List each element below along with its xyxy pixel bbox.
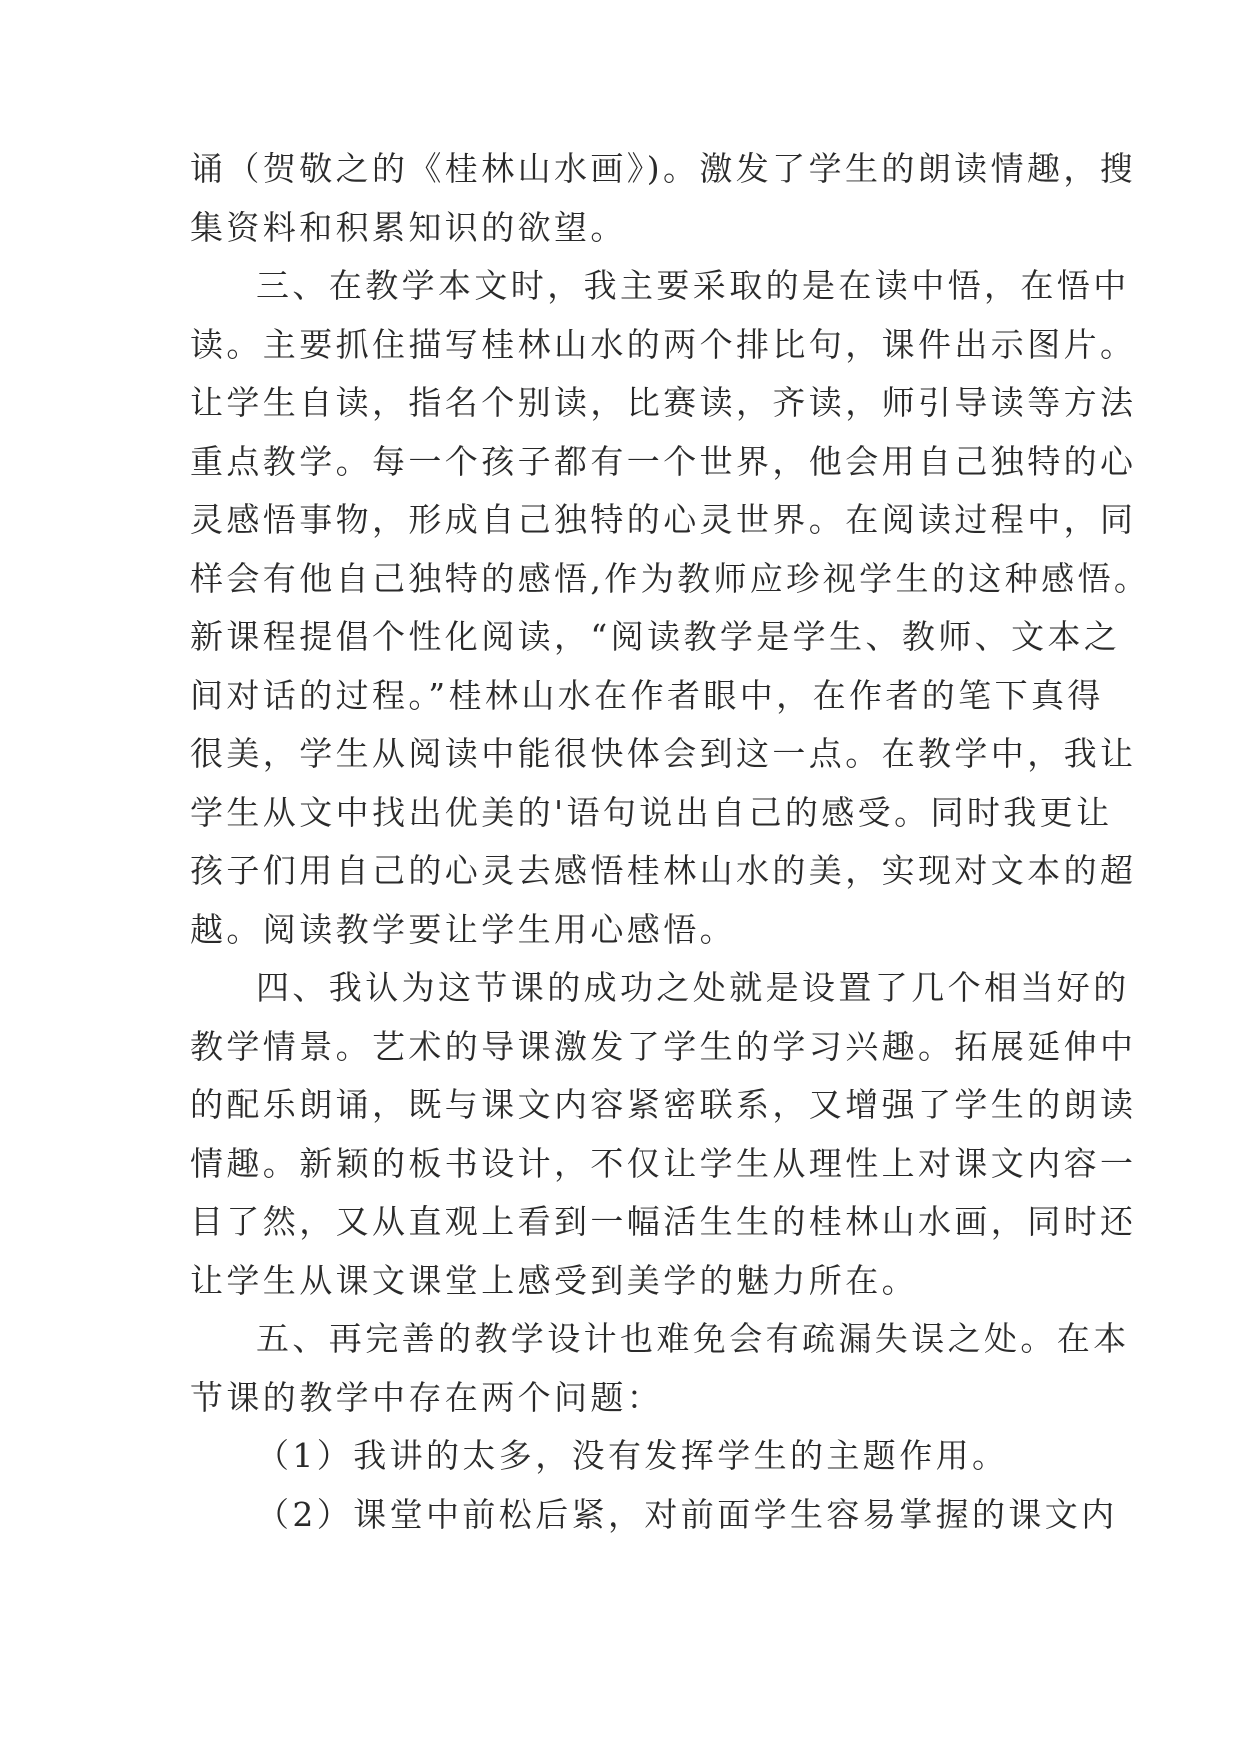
paragraph-start-line: 五、再完善的教学设计也难免会有疏漏失误之处。在本 xyxy=(256,1319,1130,1358)
text-line: 孩子们用自己的心灵去感悟桂林山水的美，实现对文本的超 xyxy=(190,851,1137,890)
text-line: 样会有他自己独特的感悟,作为教师应珍视学生的这种感悟。 xyxy=(190,558,1151,598)
text-line: 的配乐朗诵，既与课文内容紧密联系，又增强了学生的朗读 xyxy=(190,1085,1137,1124)
document-body xyxy=(190,140,1151,1544)
text-line: 重点教学。每一个孩子都有一个世界，他会用自己独特的心 xyxy=(190,441,1137,481)
text-line: 让学生自读，指名个别读，比赛读，齐读，师引导读等方法 xyxy=(190,383,1137,422)
text-line: 间对话的过程。”桂林山水在作者眼中，在作者的笔下真得 xyxy=(190,675,1104,715)
text-line: 学生从文中找出优美的'语句说出自己的感受。同时我更让 xyxy=(190,792,1113,832)
text-line: 越。阅读教学要让学生用心感悟。 xyxy=(190,909,736,949)
text-line: 教学情景。艺术的导课激发了学生的学习兴趣。拓展延伸中 xyxy=(190,1026,1137,1066)
list-item-line: （2）课堂中前松后紧，对前面学生容易掌握的课文内 xyxy=(256,1494,1118,1534)
text-line: 集资料和积累知识的欲望。 xyxy=(190,207,627,247)
text-line: 节课的教学中存在两个问题： xyxy=(190,1377,664,1417)
text-line: 很美，学生从阅读中能很快体会到这一点。在教学中，我让 xyxy=(190,734,1137,773)
paragraph-start-line: 三、在教学本文时，我主要采取的是在读中悟，在悟中 xyxy=(256,266,1130,305)
text-line: 新课程提倡个性化阅读，“阅读教学是学生、教师、文本之 xyxy=(190,617,1121,656)
text-line: 情趣。新颖的板书设计，不仅让学生从理性上对课文内容一 xyxy=(190,1143,1137,1183)
text-line: 目了然，又从直观上看到一幅活生生的桂林山水画，同时还 xyxy=(190,1202,1137,1241)
list-item-line: （1）我讲的太多，没有发挥学生的主题作用。 xyxy=(256,1436,1009,1475)
text-line: 让学生从课文课堂上感受到美学的魅力所在。 xyxy=(190,1260,918,1300)
text-line: 读。主要抓住描写桂林山水的两个排比句，课件出示图片。 xyxy=(190,324,1137,364)
text-line: 诵（贺敬之的《桂林山水画》)。激发了学生的朗读情趣，搜 xyxy=(190,149,1137,188)
paragraph-start-line: 四、我认为这节课的成功之处就是设置了几个相当好的 xyxy=(256,968,1130,1007)
text-line: 灵感悟事物，形成自己独特的心灵世界。在阅读过程中，同 xyxy=(190,500,1137,539)
